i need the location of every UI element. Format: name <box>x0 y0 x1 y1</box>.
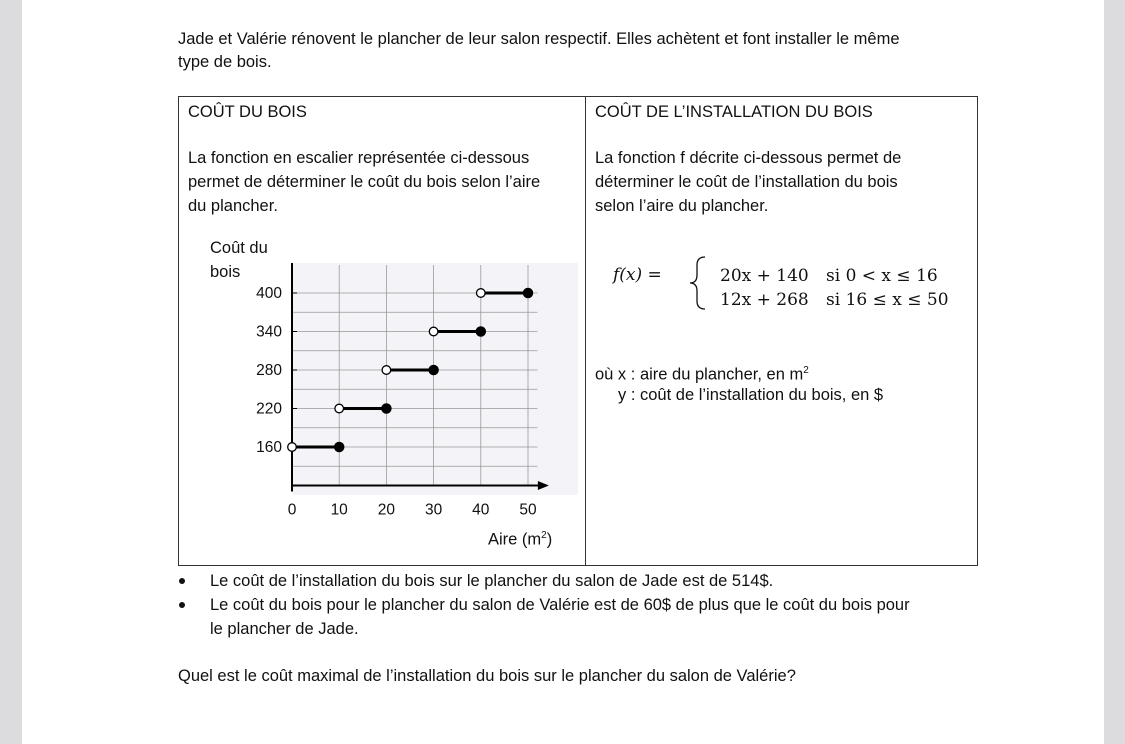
y-tick-label-0: 160 <box>256 439 282 456</box>
left-desc-line-1: La fonction en escalier représentée ci-dessous <box>188 149 530 167</box>
formula-case-2-cond: si 16 ≤ x ≤ 50 <box>826 290 949 310</box>
y-tick-label-4: 400 <box>256 285 282 302</box>
table-divider <box>585 97 586 565</box>
step-open-point-3 <box>429 327 438 336</box>
step-open-point-2 <box>382 366 391 375</box>
formula-lhs: f(x) = <box>613 265 662 285</box>
step-closed-point-1 <box>382 404 391 413</box>
bullet-1: Le coût de l’installation du bois sur le plancher du salon de Jade est de 514$. <box>210 572 774 590</box>
x-tick-label-1: 10 <box>330 501 348 519</box>
formula-case-1-cond: si 0 < x ≤ 16 <box>826 266 938 286</box>
bullet-2-line-2: le plancher de Jade. <box>210 620 359 638</box>
step-closed-point-2 <box>429 365 438 374</box>
where-y: y : coût de l’installation du bois, en $ <box>618 386 884 404</box>
x-tick-label-0: 0 <box>287 501 297 519</box>
step-closed-point-3 <box>476 327 485 336</box>
y-tick-label-1: 220 <box>256 400 282 418</box>
left-desc-line-3: du plancher. <box>188 197 278 215</box>
question: Quel est le coût maximal de l’installation du bois sur le plancher du salon de Valérie? <box>178 667 796 685</box>
intro-line-2: type de bois. <box>178 53 272 71</box>
plot-area <box>292 263 578 495</box>
step-closed-point-4 <box>523 288 532 297</box>
bullet-dot-1 <box>179 578 185 584</box>
x-tick-label-4: 40 <box>472 501 490 519</box>
y-tick-label-2: 280 <box>256 362 282 379</box>
formula-brace <box>687 255 709 311</box>
x-tick-label-5: 50 <box>519 501 537 519</box>
left-header: COÛT DU BOIS <box>188 103 307 121</box>
intro-line-1: Jade et Valérie rénovent le plancher de leur salon respectif. Elles achètent et font installer le même <box>178 30 900 48</box>
step-open-point-4 <box>477 289 486 298</box>
right-desc-line-1: La fonction f décrite ci-dessous permet de <box>595 149 902 167</box>
step-open-point-0 <box>288 443 297 452</box>
step-open-point-1 <box>335 404 344 413</box>
formula-case-2-expr: 12x + 268 <box>720 290 809 310</box>
formula-case-1-expr: 20x + 140 <box>720 266 809 286</box>
chart-ylabel-line-2: bois <box>210 263 241 281</box>
info-table <box>178 96 978 566</box>
x-tick-label-2: 20 <box>377 501 396 519</box>
step-function-chart <box>179 97 585 567</box>
right-desc-line-3: selon l’aire du plancher. <box>595 197 769 215</box>
right-desc-line-2: déterminer le coût de l’installation du bois <box>595 173 898 191</box>
chart-ylabel-line-1: Coût du <box>210 239 268 257</box>
chart-xlabel: Aire $(m^2)$ <box>488 530 553 549</box>
y-tick-label-3: 340 <box>256 323 282 341</box>
left-desc-line-2: permet de déterminer le coût du bois selon l’aire <box>188 173 541 191</box>
right-header: COÛT DE L’INSTALLATION DU BOIS <box>595 103 873 121</box>
bullet-dot-2 <box>179 602 185 608</box>
step-closed-point-0 <box>335 442 344 451</box>
bullet-2-line-1: Le coût du bois pour le plancher du salon de Valérie est de 60$ de plus que le coût du bois pour <box>210 596 910 614</box>
where-x: où x : aire du plancher, en $m^2$ <box>595 365 809 384</box>
x-tick-label-3: 30 <box>424 501 443 519</box>
